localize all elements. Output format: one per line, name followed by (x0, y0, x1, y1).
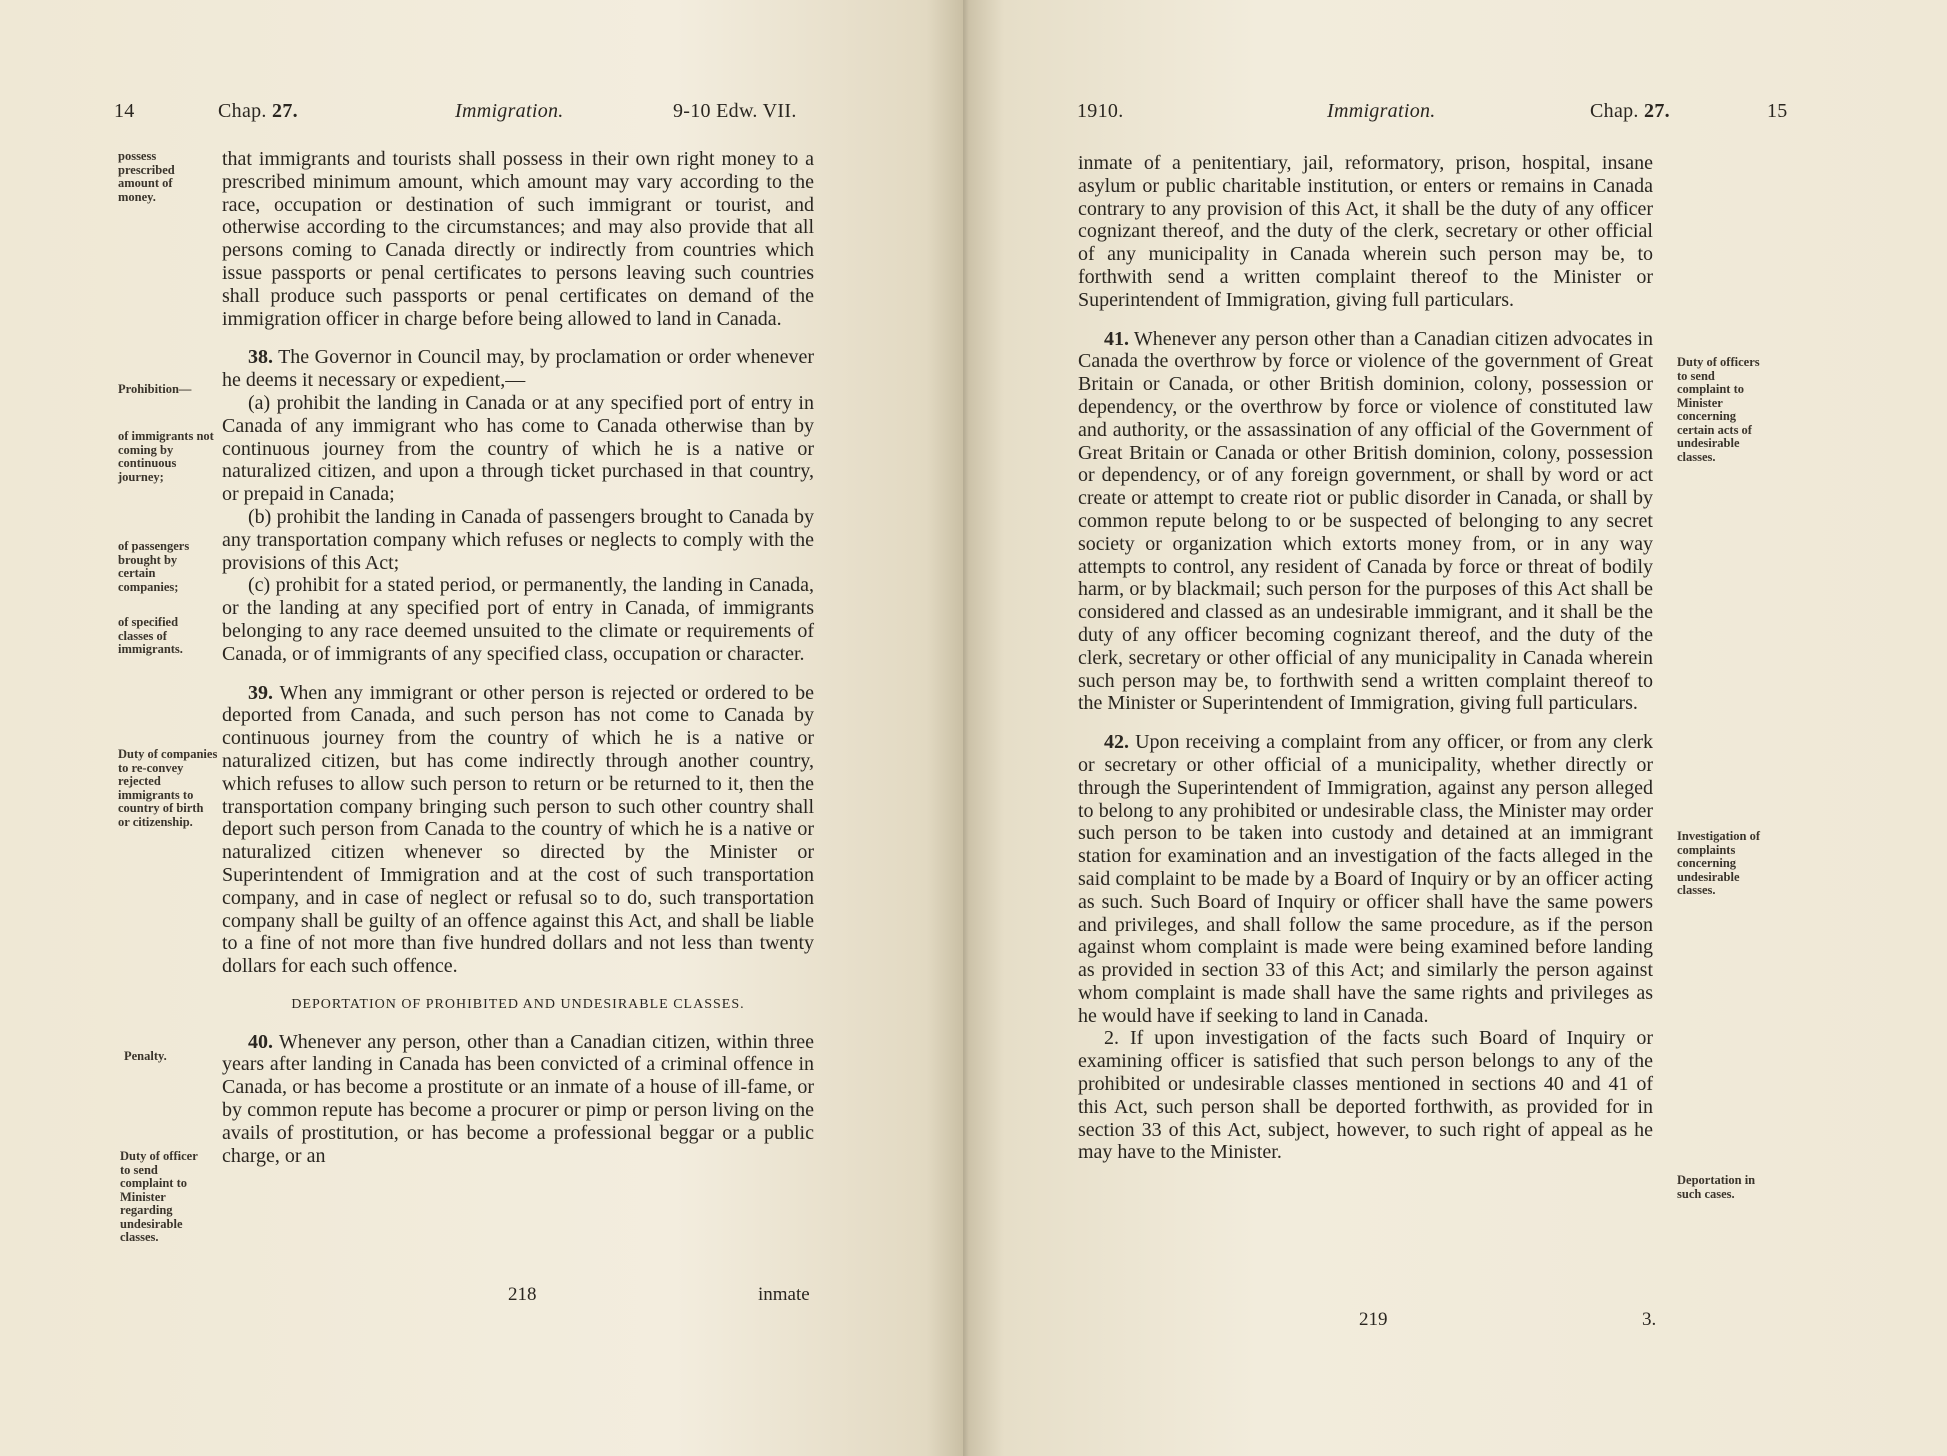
margin-note-penalty: Penalty. (124, 1049, 167, 1063)
left-page (0, 0, 965, 1456)
section-38-c: (c) prohibit for a stated period, or permanently, the landing in Canada, or the landing at any specified port of entry in Canada, of immigrants belonging to any race deemed unsuited to the climate or requirements of Canada, or of immigrants of any specified class, occupation or character. (222, 574, 814, 665)
regnal-year: 9-10 Edw. VII. (673, 100, 797, 122)
margin-note-continuous-journey: of immigrants not coming by continuous journey; (118, 429, 214, 484)
section-40: 40. Whenever any person, other than a Canadian citizen, within three years after landing in Canada has been convicted of a criminal offence in Canada, or has become a prostitute or an inmate of a house of ill-fame, or by common repute has become a procurer or pimp or person living on the avails of prostitution, or has become a professional beggar or a public charge, or an (222, 1030, 814, 1167)
running-title: Immigration. (455, 100, 564, 122)
section-38: 38. The Governor in Council may, by proclamation or order whenever he deems it necessary or expedient,— (222, 346, 814, 392)
folio-number: 219 (1359, 1309, 1388, 1330)
section-42: 42. Upon receiving a complaint from any officer, or from any clerk or secretary or other official of a municipality, whether directly or through the Superintendent of Immigration, against any person alleged to belong to any prohibited or undesirable class, the Minister may order such person to be taken into custody and detained at an immigrant station for examination and an investigation of the facts alleged in the said complaint to be made by a Board of Inquiry or by an officer acting as such. Such Board of Inquiry or officer shall have the same powers and privileges, and shall follow the same procedure, as if the person against whom complaint is made were being examined before landing as provided in section 33 of this Act; and similarly the person against whom complaint is made shall have the same rights and privileges as he would have if seeking to land in Canada. (1078, 731, 1653, 1027)
folio-number: 218 (508, 1284, 537, 1305)
year: 1910. (1077, 100, 1124, 122)
left-body-text (222, 148, 814, 1167)
page-number: 14 (114, 100, 135, 122)
section-42-2: 2. If upon investigation of the facts such Board of Inquiry or examining officer is satisfied that such person belongs to any of the prohibited or undesirable classes mentioned in sections 40 and 41 of this Act, such person shall be deported forthwith, as provided for in section 33 of this Act, subject, however, to such right of appeal as he may have to the Minister. (1078, 1027, 1653, 1164)
margin-note-passengers: of passengers brought by certain companies; (118, 539, 190, 594)
gutter-shadow (963, 0, 969, 1456)
margin-note-possess: possess prescribed amount of money. (118, 149, 175, 204)
chapter-label: Chap. 27. (218, 100, 298, 122)
section-41: 41. Whenever any person other than a Canadian citizen advocates in Canada the overthrow by force or violence of the government of Great Britain or Canada, or other British dominion, colony, possession or dependency, or the overthrow by force or violence of constituted law and authority, or the assassination of any official of the Government of Great Britain or Canada or other British dominion, colony, possession or dependency, or of any foreign government, or shall by word or act create or attempt to create riot or public disorder in Canada, or shall by common repute belong to or be suspected of belonging to any secret society or organization which extorts money from, or in any way attempts to control, any resident of Canada by force or threat of bodily harm, or by blackmail; such person for the purposes of this Act shall be considered and classed as an undesirable immigrant, and it shall be the duty of any officer becoming cognizant thereof, and the duty of the clerk, secretary or other official of any municipality in Canada wherein such person may be, to forthwith send a written complaint thereof to the Minister or Superintendent of Immigration, giving full particulars. (1078, 327, 1653, 715)
right-page (965, 0, 1947, 1456)
section-40-continued: inmate of a penitentiary, jail, reformatory, prison, hospital, insane asylum or public charitable institution, or enters or remains in Canada contrary to any provision of this Act, it shall be the duty of any officer cognizant thereof, and the duty of the clerk, secretary or other official of any municipality in Canada wherein such person may be, to forthwith send a written complaint thereof to the Minister or Superintendent of Immigration, giving full particulars. (1078, 152, 1653, 311)
margin-note-duty-officer: Duty of officer to send complaint to Minister regarding undesirable classes. (120, 1149, 198, 1244)
margin-note-specified-classes: of specified classes of immigrants. (118, 615, 183, 656)
margin-note-duty-companies: Duty of companies to re-convey rejected immigrants to country of birth or citizenship. (118, 747, 218, 829)
paragraph-37-continued: that immigrants and tourists shall possess in their own right money to a prescribed minimum amount, which amount may vary according to the race, occupation or destination of such immigrant or tourist, and otherwise according to the circumstances; and may also provide that all persons coming to Canada directly or indirectly from countries which issue passports or penal certificates to persons leaving such countries shall produce such passports or penal certificates on demand of the immigration officer in charge before being allowed to land in Canada. (222, 148, 814, 330)
catchword: inmate (758, 1284, 810, 1305)
margin-note-investigation: Investigation of complaints concerning undesirable classes. (1677, 829, 1760, 897)
margin-note-duty-officers: Duty of officers to send complaint to Minister concerning certain acts of undesirable classes. (1677, 355, 1760, 464)
running-title: Immigration. (1327, 100, 1436, 122)
section-38-a: (a) prohibit the landing in Canada or at any specified port of entry in Canada of any immigrant who has come to Canada otherwise than by continuous journey from the country of which he is a native or naturalized citizen, and upon a through ticket purchased in that country, or prepaid in Canada; (222, 391, 814, 506)
section-39: 39. When any immigrant or other person is rejected or ordered to be deported from Canada, and such person has not come to Canada by continuous journey from the country of which he is a native or naturalized citizen, but has come indirectly through another country, which refuses to allow such person to return or be returned to it, then the transportation company bringing such person to such other country shall deport such person from Canada to the country of which he is a native or naturalized citizen whenever so directed by the Minister or Superintendent of Immigration and at the cost of such transportation company, and in case of neglect or refusal so to do, such transportation company shall be guilty of an offence against this Act, and shall be liable to a fine of not more than five hundred dollars and not less than twenty dollars for each such offence. (222, 681, 814, 978)
section-38-b: (b) prohibit the landing in Canada of passengers brought to Canada by any transportation company which refuses or neglects to comply with the provisions of this Act; (222, 505, 814, 574)
page-number: 15 (1767, 100, 1788, 122)
margin-note-deportation: Deportation in such cases. (1677, 1173, 1756, 1201)
chapter-label: Chap. 27. (1590, 100, 1670, 122)
section-heading: DEPORTATION OF PROHIBITED AND UNDESIRABLE CLASSES. (291, 996, 745, 1012)
right-body-text (1078, 152, 1653, 1164)
catchword: 3. (1642, 1309, 1657, 1330)
margin-note-prohibition: Prohibition— (118, 382, 192, 396)
